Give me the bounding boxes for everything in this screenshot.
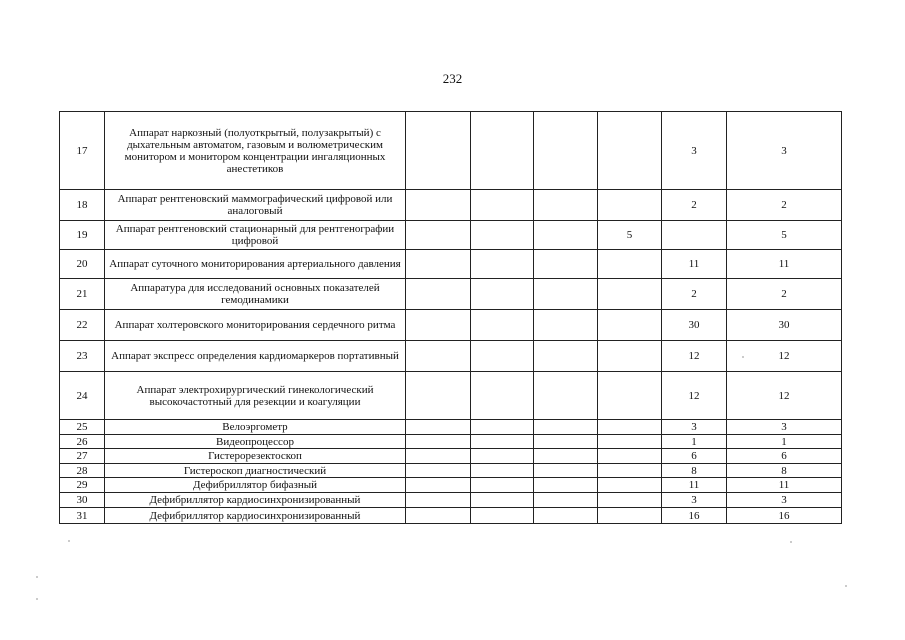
scan-speck (36, 576, 38, 578)
quantity-cell (471, 372, 534, 420)
equipment-name: Аппарат рентгеновский маммографический цифровой или аналоговый (105, 190, 406, 221)
row-number: 26 (60, 435, 105, 449)
quantity-cell (406, 449, 471, 464)
quantity-cell (471, 449, 534, 464)
total-cell: 30 (727, 310, 842, 341)
equipment-name: Дефибриллятор кардиосинхронизированный (105, 493, 406, 508)
quantity-cell: 30 (662, 310, 727, 341)
total-cell: 3 (727, 420, 842, 435)
quantity-cell: 12 (662, 372, 727, 420)
quantity-cell (471, 341, 534, 372)
quantity-cell (598, 435, 662, 449)
quantity-cell (534, 372, 598, 420)
quantity-cell (598, 420, 662, 435)
quantity-cell (471, 435, 534, 449)
equipment-name: Дефибриллятор кардиосинхронизированный (105, 508, 406, 524)
quantity-cell (471, 112, 534, 190)
quantity-cell (598, 310, 662, 341)
row-number: 22 (60, 310, 105, 341)
quantity-cell (534, 190, 598, 221)
row-number: 23 (60, 341, 105, 372)
equipment-name: Дефибриллятор бифазный (105, 478, 406, 493)
quantity-cell (662, 221, 727, 250)
table-row (60, 478, 842, 493)
total-cell: 12 (727, 341, 842, 372)
table-row (60, 310, 842, 341)
quantity-cell (471, 478, 534, 493)
table-row (60, 464, 842, 478)
table-row (60, 221, 842, 250)
quantity-cell (406, 478, 471, 493)
quantity-cell: 6 (662, 449, 727, 464)
quantity-cell (406, 279, 471, 310)
quantity-cell: 12 (662, 341, 727, 372)
quantity-cell (471, 250, 534, 279)
table-row (60, 190, 842, 221)
scan-speck (68, 540, 70, 542)
quantity-cell (534, 435, 598, 449)
quantity-cell (598, 372, 662, 420)
row-number: 29 (60, 478, 105, 493)
quantity-cell (598, 449, 662, 464)
quantity-cell (598, 279, 662, 310)
quantity-cell (406, 112, 471, 190)
table-row (60, 372, 842, 420)
quantity-cell (471, 508, 534, 524)
quantity-cell (534, 310, 598, 341)
quantity-cell (406, 420, 471, 435)
quantity-cell (534, 493, 598, 508)
quantity-cell (598, 508, 662, 524)
quantity-cell (534, 464, 598, 478)
quantity-cell (406, 250, 471, 279)
equipment-name: Аппарат холтеровского мониторирования сердечного ритма (105, 310, 406, 341)
row-number: 24 (60, 372, 105, 420)
quantity-cell: 8 (662, 464, 727, 478)
total-cell: 2 (727, 190, 842, 221)
quantity-cell: 2 (662, 279, 727, 310)
scan-speck (36, 598, 38, 600)
page-number: 232 (442, 71, 463, 86)
table-row (60, 250, 842, 279)
quantity-cell (534, 341, 598, 372)
quantity-cell (406, 508, 471, 524)
table-row (60, 420, 842, 435)
equipment-name: Аппарат электрохирургический гинекологический высокочастотный для резекции и коагуляции (105, 372, 406, 420)
scan-speck (845, 585, 847, 587)
table-body (60, 112, 842, 524)
quantity-cell (598, 493, 662, 508)
total-cell: 6 (727, 449, 842, 464)
row-number: 27 (60, 449, 105, 464)
row-number: 31 (60, 508, 105, 524)
quantity-cell: 5 (598, 221, 662, 250)
quantity-cell (406, 464, 471, 478)
quantity-cell (471, 279, 534, 310)
row-number: 20 (60, 250, 105, 279)
quantity-cell (598, 478, 662, 493)
quantity-cell: 11 (662, 250, 727, 279)
equipment-table (59, 111, 842, 524)
equipment-name: Аппарат суточного мониторирования артериального давления (105, 250, 406, 279)
quantity-cell (471, 464, 534, 478)
table-row (60, 435, 842, 449)
row-number: 17 (60, 112, 105, 190)
quantity-cell (406, 341, 471, 372)
quantity-cell (598, 250, 662, 279)
quantity-cell (406, 372, 471, 420)
quantity-cell (534, 420, 598, 435)
total-cell: 8 (727, 464, 842, 478)
quantity-cell (598, 112, 662, 190)
table-row (60, 449, 842, 464)
quantity-cell (406, 190, 471, 221)
quantity-cell: 3 (662, 112, 727, 190)
quantity-cell (406, 435, 471, 449)
table-row (60, 493, 842, 508)
table-row (60, 279, 842, 310)
table-row (60, 508, 842, 524)
quantity-cell: 16 (662, 508, 727, 524)
quantity-cell: 1 (662, 435, 727, 449)
table-row (60, 112, 842, 190)
quantity-cell (406, 493, 471, 508)
equipment-name: Гистероскоп диагностический (105, 464, 406, 478)
quantity-cell (598, 190, 662, 221)
equipment-name: Велоэргометр (105, 420, 406, 435)
total-cell: 1 (727, 435, 842, 449)
quantity-cell (598, 341, 662, 372)
quantity-cell (471, 221, 534, 250)
equipment-name: Аппарат рентгеновский стационарный для рентгенографии цифровой (105, 221, 406, 250)
scan-speck (790, 541, 792, 543)
row-number: 19 (60, 221, 105, 250)
equipment-name: Аппаратура для исследований основных показателей гемодинамики (105, 279, 406, 310)
total-cell: 2 (727, 279, 842, 310)
equipment-name: Видеопроцессор (105, 435, 406, 449)
equipment-name: Аппарат экспресс определения кардиомаркеров портативный (105, 341, 406, 372)
total-cell: 11 (727, 478, 842, 493)
total-cell: 11 (727, 250, 842, 279)
row-number: 30 (60, 493, 105, 508)
total-cell: 3 (727, 112, 842, 190)
row-number: 28 (60, 464, 105, 478)
quantity-cell: 11 (662, 478, 727, 493)
quantity-cell (534, 279, 598, 310)
row-number: 18 (60, 190, 105, 221)
quantity-cell (471, 493, 534, 508)
quantity-cell (471, 420, 534, 435)
quantity-cell (406, 310, 471, 341)
total-cell: 16 (727, 508, 842, 524)
quantity-cell (406, 221, 471, 250)
quantity-cell (598, 464, 662, 478)
total-cell: 12 (727, 372, 842, 420)
quantity-cell (534, 250, 598, 279)
equipment-name: Аппарат наркозный (полуоткрытый, полузакрытый) с дыхательным автоматом, газовым и волюметрическим монитором и монитором концентрации ингаляционных анестетиков (105, 112, 406, 190)
table-row (60, 341, 842, 372)
quantity-cell (534, 112, 598, 190)
quantity-cell: 2 (662, 190, 727, 221)
quantity-cell: 3 (662, 493, 727, 508)
total-cell: 3 (727, 493, 842, 508)
scan-speck (742, 356, 744, 358)
quantity-cell (534, 508, 598, 524)
quantity-cell (534, 221, 598, 250)
equipment-name: Гистерорезектоскоп (105, 449, 406, 464)
quantity-cell (471, 310, 534, 341)
quantity-cell (534, 449, 598, 464)
total-cell: 5 (727, 221, 842, 250)
quantity-cell: 3 (662, 420, 727, 435)
row-number: 21 (60, 279, 105, 310)
row-number: 25 (60, 420, 105, 435)
quantity-cell (534, 478, 598, 493)
quantity-cell (471, 190, 534, 221)
